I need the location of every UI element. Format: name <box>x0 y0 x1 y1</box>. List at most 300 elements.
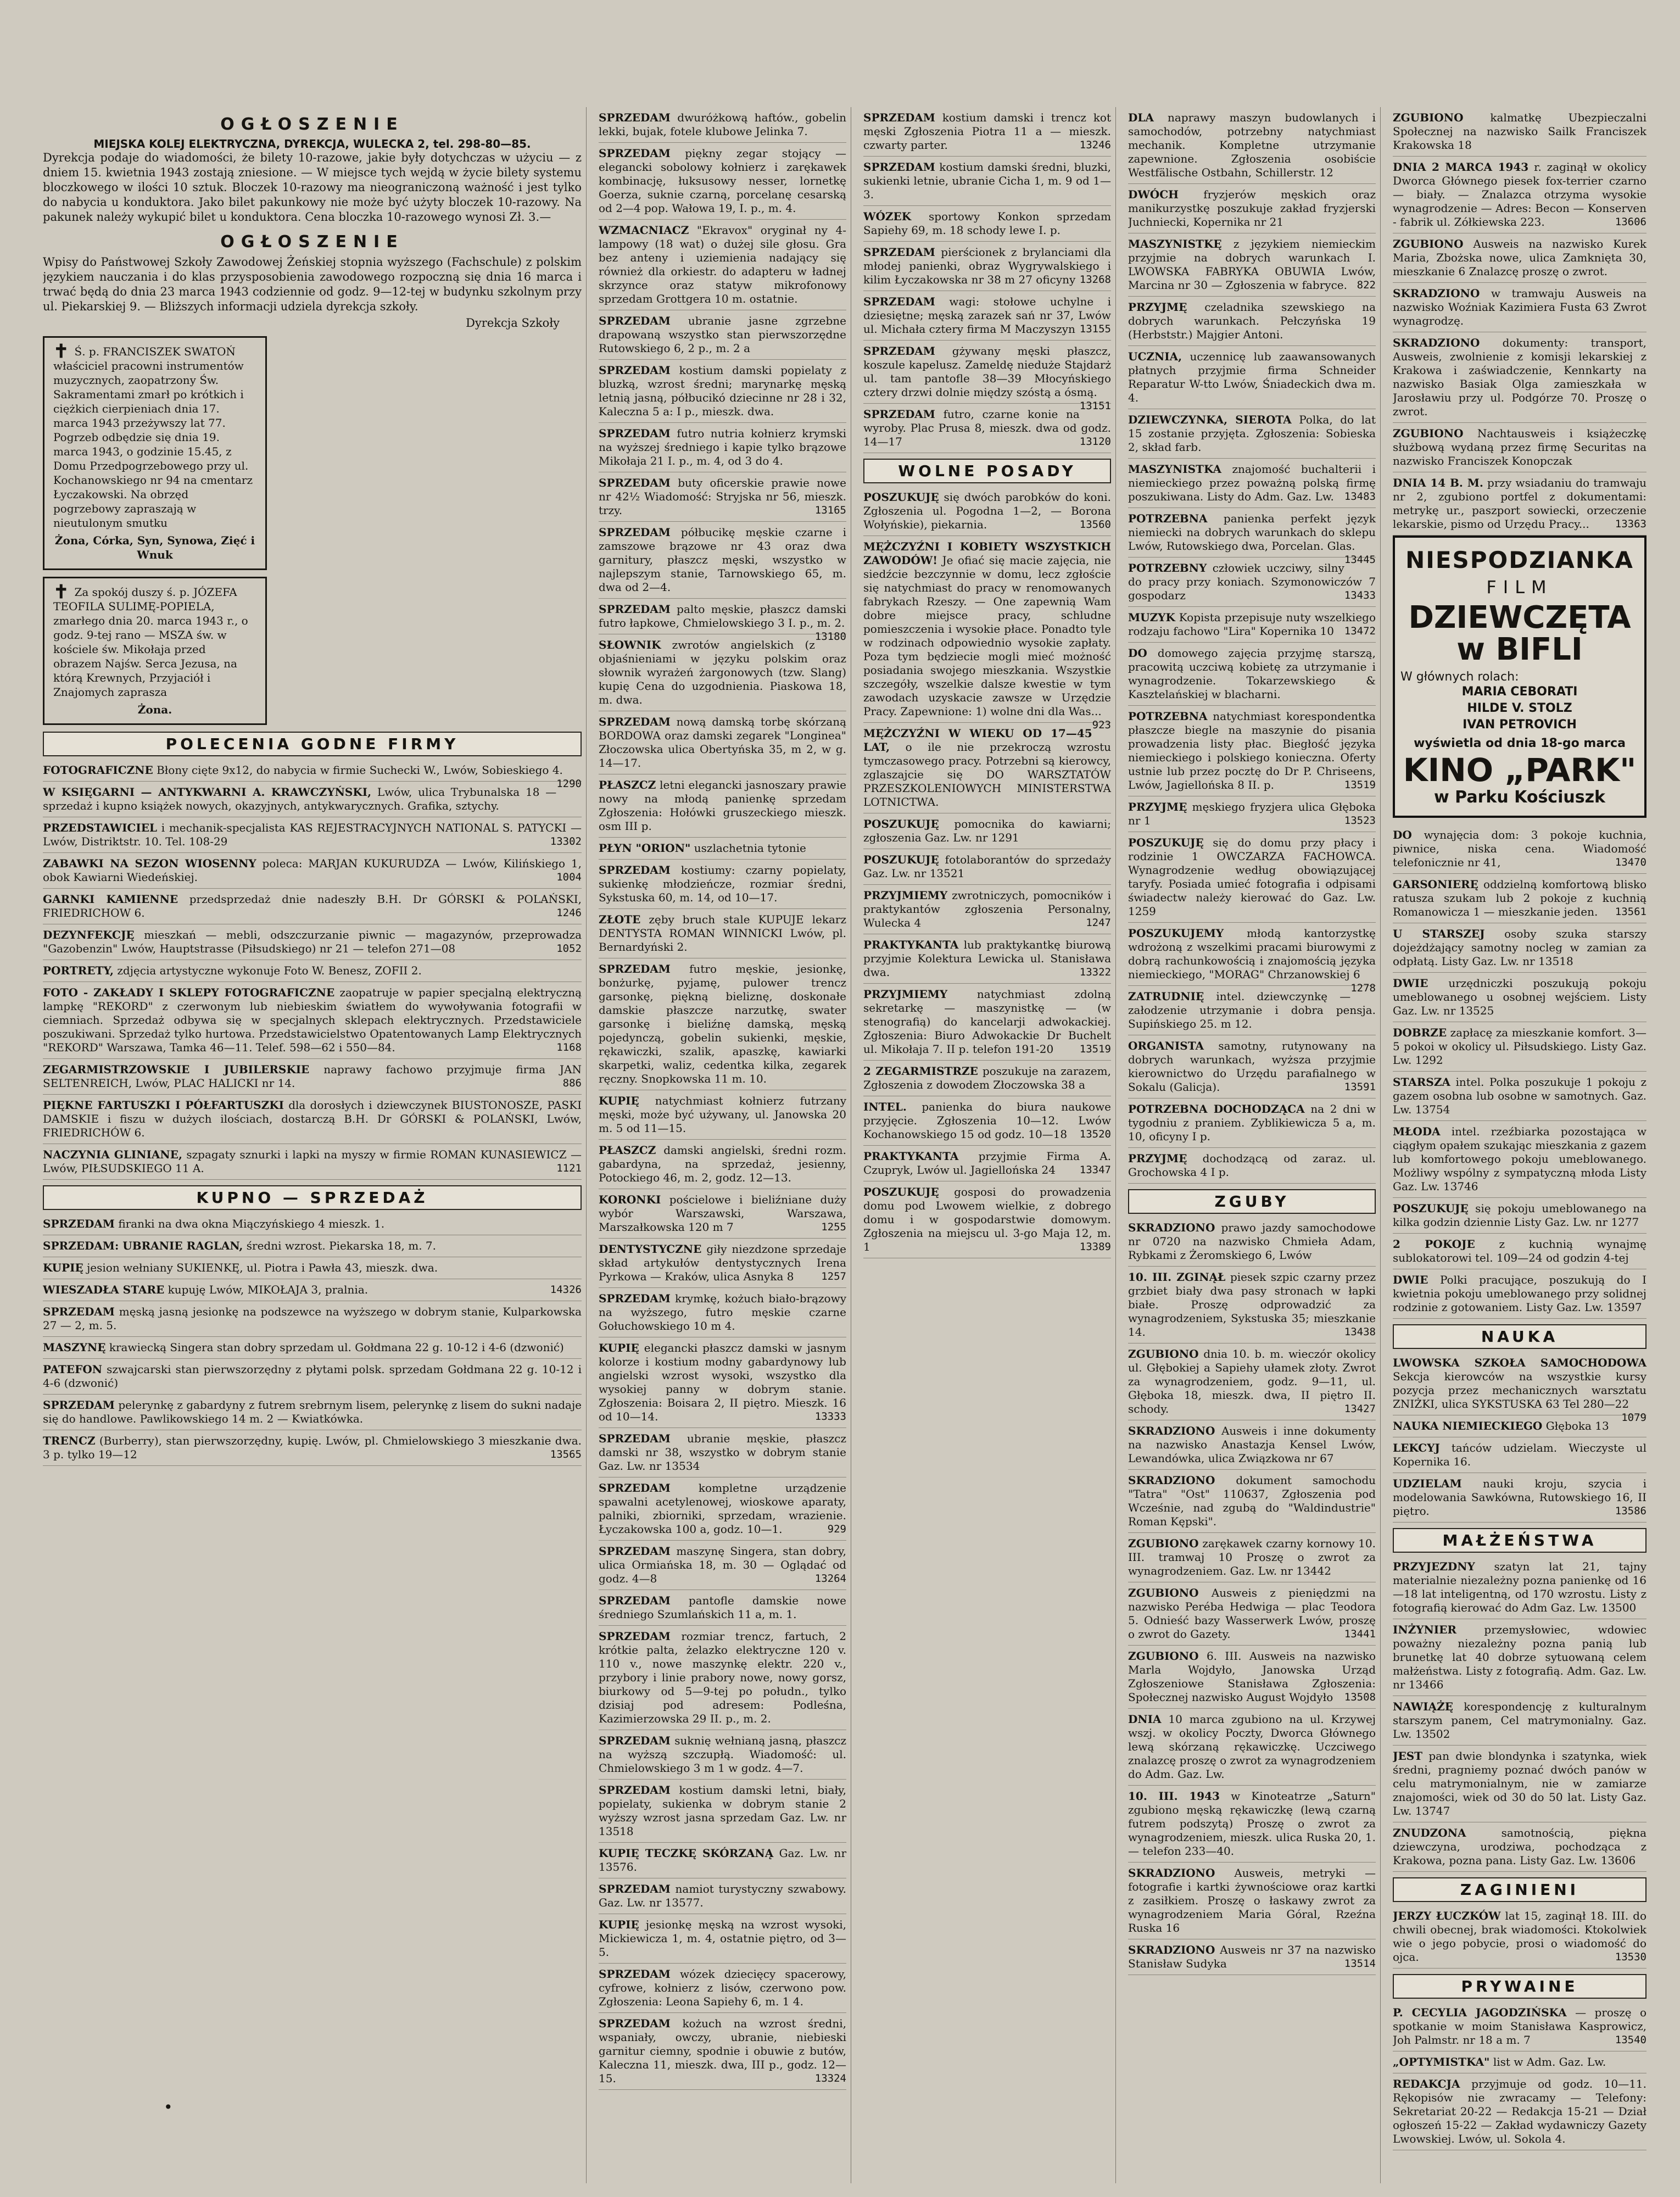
ad-text: w tramwaju Ausweis na nazwisko Woźniak Kazimiera Fusta 63 Zwrot wynagrodzę. <box>1393 287 1646 327</box>
classified-ad <box>43 782 582 817</box>
ad-lead: SKRADZIONO <box>1128 1221 1215 1234</box>
classified-ad <box>1393 1437 1646 1473</box>
ad-lead: DWIE <box>1393 1273 1428 1286</box>
ad-text: Ausweis i inne dokumenty na nazwisko Anastazja Kensel Lwów, Lewandówka, ulica Związkowa nr 67 <box>1128 1424 1376 1465</box>
mass-notice-text: Za spokój duszy ś. p. JÓZEFA TEOFILA SULIMĘ-POPIELA, zmarłego dnia 20. marca 1943 r., o godz. 9-tej rano — MSZA św. w kościele św. Mikołaja przed obrazem Najśw. Serca Jezusa, na którą Krewnych, Przyjaciół i Znajomych zaprasza <box>53 586 248 699</box>
classified-ad <box>599 909 846 958</box>
ad-lead: LWOWSKA SZKOŁA SAMOCHODOWA <box>1393 1356 1646 1369</box>
classified-ad <box>1128 706 1376 796</box>
ad-code: 13540 <box>1615 2034 1646 2046</box>
ad-code: 13246 <box>1079 139 1111 151</box>
ad-code: 13302 <box>550 835 582 847</box>
ad-lead: SPRZEDAM <box>599 147 671 160</box>
ad-lead: POSZUKUJEMY <box>1128 927 1224 940</box>
ad-text: naprawy fachowo przyjmuje firma JAN SELTENREICH, Lwów, PLAC HALICKI nr 14. <box>43 1063 582 1090</box>
ad-text: wózek dziecięcy spacerowy, cyfrowe, kołnierz z lisów, czerwono pow. Zgłoszenia: Leona Sapiehy 6, m. 1 4. <box>599 1967 846 2008</box>
ad-text: pantofle damskie nowe średniego Szumlańskich 11 a, m. 1. <box>599 1594 846 1621</box>
ad-lead: MUZYK <box>1128 611 1175 624</box>
classified-ad <box>1128 1786 1376 1863</box>
classified-ad <box>599 472 846 522</box>
ad-code: 13268 <box>1079 274 1111 286</box>
ad-list <box>1128 107 1376 1975</box>
ad-text: mieszkań — mebli, odszczurzanie piwnic — magazynów, przeprowadza "Gazobenzin" Lwów, Hauptstrasse (Piłsudskiego) nr 21 — telefon 271—08 <box>43 928 582 955</box>
ad-lead: DENTYSTYCZNE <box>599 1242 702 1256</box>
classified-ad <box>863 984 1111 1061</box>
classified-ad <box>599 1590 846 1626</box>
classified-ad <box>599 1843 846 1878</box>
ad-text: ubranie męskie, płaszcz damski nr 38, wszystko w dobrym stanie Gaz. Lw. nr 13534 <box>599 1432 846 1473</box>
ad-text: r. zaginął w okolicy Dworca Głównego piesek fox-terrier czarno — biały. — Znalazca otrzyma wysokie wynagrodzenie — Adres: Becon — Konserven - fabrik ul. Zółkiewska 223. <box>1393 160 1647 228</box>
ad-lead: SKRADZIONO <box>1128 1943 1215 1956</box>
ad-lead: SPRZEDAM <box>599 1882 671 1895</box>
classified-ad <box>1128 1148 1376 1184</box>
classified-ad <box>1128 643 1376 706</box>
classified-ad <box>43 1301 582 1337</box>
ad-lead: ZGUBIONO <box>1128 1586 1199 1599</box>
ad-lead: WÓZEK <box>863 210 912 223</box>
ad-text: znajomość buchalterii i niemieckiego przez poważną polską firmę poszukiwana. Listy do Adm. Gaz. Lw. <box>1128 462 1376 503</box>
ad-text: (Burberry), stan pierwszorzędny, kupię. Lwów, pl. Chmielowskiego 3 mieszkanie dwa. 3 p. tylko 19—12 <box>43 1434 582 1461</box>
section-header: KUPNO — SPRZEDAŻ <box>43 1185 582 1210</box>
ad-code: 13441 <box>1344 1628 1376 1640</box>
ad-lead: POSZUKUJĘ <box>863 490 939 504</box>
classified-ad <box>863 291 1111 341</box>
ad-lead: SPRZEDAM <box>599 1967 671 1981</box>
classified-ad <box>1393 824 1646 874</box>
ad-lead: UDZIELAM <box>1393 1477 1462 1490</box>
ad-lead: DLA <box>1128 111 1154 124</box>
ad-lead: SPRZEDAM <box>599 364 671 377</box>
ad-lead: PRZYJMĘ <box>1128 1152 1187 1165</box>
ad-text: tańców udzielam. Wieczyste ul Kopernika 16. <box>1393 1441 1646 1468</box>
ad-text: fryzjerów męskich oraz manikurzystkę poszukuje zakład fryzjerski Juchniecki, Kopernika nr 21 <box>1128 188 1376 228</box>
ad-text: giły niezdzone sprzedaje skład artykułów dentystycznych Irena Pyrkowa — Kraków, ulica Asnyka 8 <box>599 1242 846 1283</box>
ad-text: dokumenty: transport, Ausweis, zwolnienie z komisji lekarskiej z Krakowa i zaświadczenie, Kennkarty na nazwisko Basiak Olga zamieszkała w Jarosławiu przy ul. Podgórze 70. Proszę o zwrot. <box>1393 336 1647 418</box>
ad-lead: PŁASZCZ <box>599 778 656 791</box>
column-2 <box>599 107 851 2183</box>
ad-lead: ZEGARMISTRZOWSKIE I JUBILERSKIE <box>43 1063 310 1076</box>
ad-text: zęby bruch stale KUPUJE lekarz DENTYSTA ROMAN WINNICKI Lwów, pl. Bernardyński 2. <box>599 913 847 953</box>
ad-lead: SPRZEDAM <box>43 1217 115 1230</box>
classified-ad <box>863 934 1111 984</box>
ad-lead: SPRZEDAM <box>599 1594 671 1607</box>
ad-text: "Ekravox" oryginał ny 4-lampowy (18 wat) o dużej sile głosu. Gra bez anteny i uziemienia nadający się również dla orkiestr. do adapteru w ładnej skrzynce oraz statyw mikrofonowy sprzedam Grottgera 10 m. ostatnie. <box>599 224 847 305</box>
ad-lead: DO <box>1393 828 1412 841</box>
ad-lead: SPRZEDAM <box>599 314 671 327</box>
ad-lead: ORGANISTA <box>1128 1039 1204 1052</box>
ad-text: męskiego fryzjera ulica Głęboka nr 1 <box>1128 800 1376 827</box>
ad-text: sportowy Konkon sprzedam Sapiehy 69, m. 18 schody lewe I. p. <box>863 210 1111 237</box>
ad-text: człowiek uczciwy, silny do pracy przy koniach. Szymonowiczów 7 gospodarz <box>1128 561 1376 602</box>
ad-text: suknię wełnianą jasną, płaszcz na wyższą szczupłą. Wiadomość: ul. Chmielowskiego 3 m 1 w godz. 4—7. <box>599 1734 846 1775</box>
ad-code: 1121 <box>556 1162 582 1174</box>
ad-text: uszlachetnia tytonie <box>694 841 806 855</box>
ad-code: 13561 <box>1615 906 1646 918</box>
ad-code: 13519 <box>1344 779 1376 791</box>
ad-lead: SKRADZIONO <box>1128 1424 1215 1437</box>
ad-text: czeladnika szewskiego na dobrych warunkach. Pełczyńska 19 (Herbststr.) Majgier Antoni. <box>1128 300 1376 341</box>
ad-lead: DNIA 2 MARCA 1943 <box>1393 160 1529 174</box>
classified-ad <box>43 1279 582 1301</box>
ad-lead: KUPIĘ <box>599 1341 639 1354</box>
ad-text: się do domu przy płacy i rodzinie 1 OWCZARZA FACHOWCA. Wynagrodzenie według obowiązującej taryfy. Posiada umieć fotografia i odpisami świadectw należy kierować do Gaz. Lw. 1259 <box>1128 836 1376 918</box>
ad-lead: ZATRUDNIĘ <box>1128 990 1204 1003</box>
classified-ad <box>1393 1269 1646 1319</box>
ad-code: 1257 <box>821 1270 846 1282</box>
ad-code: 13389 <box>1079 1241 1111 1253</box>
classified-ad <box>863 813 1111 849</box>
ad-text: nową damską torbę skórzaną BORDOWA oraz damski zegarek "Longinea" Złoczowska ulica Obertyńska 35, m 2, w g. 14—17. <box>599 715 846 769</box>
ad-lead: POSZUKUJĘ <box>863 817 939 830</box>
ad-lead: PRZYJMĘ <box>1128 800 1187 813</box>
classified-ad <box>1393 1556 1646 1619</box>
ad-code: 13519 <box>1079 1043 1111 1055</box>
ad-text: natychmiast zdolną sekretarkę — maszynistkę — (w stenografią) do kancelarji adwokackiej. Zgłoszenia: Biuro Adwokackie Dr Buchelt ul. Mikołaja 7. II p. telefon 191-20 <box>863 988 1112 1056</box>
ad-lead: DWIE <box>1393 977 1428 990</box>
promo-headline: NIESPODZIANKA <box>1405 547 1634 573</box>
classified-ad <box>43 924 582 960</box>
classified-ad <box>599 860 846 909</box>
classified-ad <box>599 1964 846 2013</box>
ad-text: pościelowe i bieliźniane duży wybór Warszawski, Warszawa, Marszałkowska 120 m 7 <box>599 1193 846 1234</box>
ad-text: panienka perfekt język niemiecki na dobrych warunkach do sklepu Lwów, Rutowskiego dwa, Porcelan. Glas. <box>1128 512 1376 553</box>
classified-ad <box>43 1144 582 1180</box>
ad-text: prawo jazdy samochodowe nr 0720 na nazwisko Chmieła Adam, Rybkami z Żeromskiego 6, Lwów <box>1128 1221 1376 1262</box>
classified-ad <box>1393 2051 1646 2073</box>
ad-text: fotolaborantów do sprzedaży Gaz. Lw. nr 13521 <box>863 853 1111 880</box>
ad-text: Ausweis na nazwisko Kurek Maria, Zbożska nowe, ulica Zamknięta 30, mieszkanie 6 Znalazcę proszę o zwrot. <box>1393 237 1646 278</box>
ad-text: Sekcja kierowców na wszystkie kursy pozycja przez mechanicznych warsztatu ZNIŻKI, ulica SYKSTUSKA 63 Tel 280—22 <box>1393 1370 1646 1410</box>
promo-cinema-name: KINO „PARK" <box>1403 751 1637 789</box>
ad-text: jesion wełniany SUKIENKĘ, ul. Piotra i Pawła 43, mieszk. dwa. <box>87 1261 438 1274</box>
classified-ad <box>1393 1696 1646 1746</box>
ad-text: krawiecką Singera stan dobry sprzedam ul. Gołdmana 22 g. 10-12 i 4-6 (dzwonić) <box>109 1341 564 1354</box>
ad-lead: PIĘKNE FARTUSZKI I PÓŁFARTUSZKI <box>43 1098 284 1112</box>
ad-text: firanki na dwa okna Miączyńskiego 4 mieszk. 1. <box>118 1217 385 1230</box>
ad-lead: „OPTYMISTKA" <box>1393 2055 1490 2068</box>
classified-ad <box>1393 1822 1646 1872</box>
ad-lead: KUPIĘ <box>599 1918 639 1931</box>
notice-school <box>43 232 582 330</box>
ad-text: pierścionek z brylanciami dla młodej panienki, obraz Wygrywalskiego i kilim Łyczakowska nr 38 m 27 oficyny <box>863 246 1111 286</box>
classified-ad <box>1128 459 1376 508</box>
obituary-box <box>43 336 267 570</box>
ad-text: zapłacę za mieszkanie komfort. 3—5 pokoi w okolicy ul. Piłsudskiego. Listy Gaz. Lw. 1292 <box>1393 1026 1646 1067</box>
classified-ad <box>1128 832 1376 923</box>
ad-lead: GARNKI KAMIENNE <box>43 893 178 906</box>
ad-text: poleca: MARJAN KUKURUDZA — Lwów, Kilińskiego 1, obok Kawiarni Wiedeńskiej. <box>43 857 582 884</box>
classified-ad <box>1393 1415 1646 1437</box>
classified-ad <box>1128 986 1376 1035</box>
classified-ad <box>599 634 846 711</box>
ad-text: piesek szpic czarny przez grzbiet biały dwa pasy stronach w łapki białe. Proszę odprowadzić za wynagrodzeniem, Sykstuska 35; mieszkanie 14. <box>1128 1270 1376 1339</box>
ad-text: zwrotów angielskich (z objaśnieniami w języku polskim oraz słownik wyrażeń żargonowych (tzw. Slang) kupię Cena do uzgodnienia. Piaskowa 18, m. dwa. <box>599 638 846 706</box>
classified-ad <box>1393 1198 1646 1234</box>
column-4 <box>1128 107 1381 2183</box>
classified-ad <box>1393 874 1646 923</box>
ad-text: męską jasną jesionkę na podszewce na wyższego w dobrym stanie, Kulparkowska 27 — 2, m. 5. <box>43 1305 582 1332</box>
ad-text: piękny zegar stojący — elegancki sobolowy kołnierz i zarękawek kombinację, łuksusowy nesser, lornetkę Goerza, suknie czarną, porcelanę cesarską od 2—4 pop. Wałowa 19, I. p., m. 4. <box>599 147 846 215</box>
ad-code: 13322 <box>1079 966 1111 978</box>
classified-ad <box>1128 233 1376 297</box>
ad-text: się pokoju umeblowanego na kilka godzin dziennie Listy Gaz. Lw. nr 1277 <box>1393 1202 1647 1229</box>
ad-lead: MASZYNĘ <box>43 1341 106 1354</box>
ad-text: Ausweis z pieniędzmi na nazwisko Peréba Hedwiga — plac Teodora 5. Odnieść bazy Wasserwerk Lwów, proszę o zwrot do Gazety. <box>1128 1586 1376 1641</box>
ad-text: maszynę Singera, stan dobry, ulica Ormiańska 18, m. 30 — Oglądać od godz. 4—8 <box>599 1544 846 1585</box>
ad-lead: SPRZEDAM <box>599 1544 671 1558</box>
classified-ad <box>599 1337 846 1428</box>
ad-lead: NACZYNIA GLINIANE, <box>43 1148 182 1161</box>
ad-lead: DNIA 14 B. M. <box>1393 476 1483 489</box>
ad-code: 13530 <box>1615 1951 1646 1963</box>
ad-text: z kuchnią wynajmę sublokatorowi tel. 109—24 od godzin 4-tej <box>1393 1237 1646 1264</box>
classified-ad <box>599 1541 846 1590</box>
ad-text: przedsprzedaż dnie nadeszły B.H. Dr GÓRSKI & POLAŃSKI, FRIEDRICHOW 6. <box>43 893 582 919</box>
ad-lead: SPRZEDAM <box>599 962 671 975</box>
ad-lead: MASZYNISTKĘ <box>1128 237 1222 250</box>
ad-lead: SPRZEDAM <box>599 1734 671 1747</box>
ad-lead: 10. III. 1943 <box>1128 1789 1220 1803</box>
promo-date: wyświetla od dnia 18-go marca <box>1414 737 1626 750</box>
ad-lead: SPRZEDAM <box>599 603 671 616</box>
classified-ad <box>863 107 1111 157</box>
ad-list <box>1393 824 1646 2150</box>
classified-ad <box>43 1213 582 1235</box>
ad-lead: PRAKTYKANTA <box>863 938 959 951</box>
ad-lead: 10. III. ZGINĄŁ <box>1128 1270 1226 1284</box>
ad-text: pan dwie blondynka i szatynka, wiek średni, pragniemy poznać dwóch panów w celu matrymonialnym, nie w zamiarze znajomości, wiek od 30 do 50 lat. Listy Gaz. Lw. 13747 <box>1393 1749 1647 1817</box>
ad-lead: SPRZEDAM <box>599 863 671 877</box>
ad-text: intel. rzeźbiarka pozostająca w ciągłym opałem szukając mieszkania z gazem lub komfortowego pokoju umeblowanego. Możliwy wspólny z sympatyczną młoda Listy Gaz. Lw. 13746 <box>1393 1125 1646 1193</box>
ad-text: panienka do biura naukowe przyjęcie. Zgłoszenia 10—12. Lwów Kochanowskiego 15 od godz. 10—18 <box>863 1100 1112 1141</box>
ad-code: 13508 <box>1344 1691 1376 1703</box>
promo-film-title: DZIEWCZĘTA w BIFLI <box>1408 600 1631 667</box>
ad-lead: ZŁOTE <box>599 913 641 926</box>
ad-text: intel. dziewczynkę — załodzenie utrzymanie i dobra pensja. Supińskiego 25. m 12. <box>1128 990 1376 1030</box>
ad-lead: SPRZEDAM <box>863 246 935 259</box>
ad-lead: FOTOGRAFICZNE <box>43 763 153 777</box>
ad-text: rozmiar trencz, fartuch, 2 krótkie palta, żelazko elektryczne 120 v. 110 v., nowe maszynkę elektr. 220 v., przybory i linie prabory nowe, nowy gorsz, biurkowy od 5—9-tej po połudn., tylko dzisiaj pod adresem: Podleśna, Kazimierzowska 29 II. p., m. 2. <box>599 1630 846 1725</box>
classified-ad <box>43 1337 582 1359</box>
ad-lead: WZMACNIACZ <box>599 224 689 237</box>
classified-ad <box>599 310 846 360</box>
ad-lead: KUPIĘ TECZKĘ SKÓRZANĄ <box>599 1847 774 1860</box>
ad-code: 822 <box>1357 279 1376 291</box>
column-5 <box>1393 107 1651 2183</box>
ad-text: futro, czarne konie na wyroby. Plac Prusa 8, mieszk. dwa od godz. 14—17 <box>863 408 1111 448</box>
classified-ad <box>1393 923 1646 973</box>
ad-lead: PRZYJMIEMY <box>863 889 948 902</box>
ad-text: i mechanik-specjalista KAS REJESTRACYJNYCH NATIONAL S. PATYCKI — Lwów, Distriktstr. 10. Tel. 108-29 <box>43 821 582 848</box>
section-header: ZGUBY <box>1128 1189 1376 1214</box>
classified-ad <box>599 423 846 472</box>
ad-lead: SŁOWNIK <box>599 638 661 651</box>
classified-ad <box>599 1239 846 1288</box>
ad-lead: KUPIĘ <box>599 1094 639 1107</box>
classified-ad <box>599 599 846 643</box>
classified-ad <box>599 1140 846 1189</box>
cross-icon: ✝ <box>53 581 69 603</box>
classified-ad <box>43 1059 582 1095</box>
classified-ad <box>1128 297 1376 346</box>
ad-lead: ZGUBIONO <box>1393 237 1464 250</box>
ad-text: kostium damski letni, biały, popielaty, sukienka w dobrym stanie 2 wyższy wzrost jasna sprzedam Gaz. Lw. nr 13518 <box>599 1783 846 1838</box>
cinema-advertisement <box>1393 536 1646 818</box>
ad-lead: SKRADZIONO <box>1128 1866 1215 1880</box>
ad-text: list w Adm. Gaz. Lw. <box>1493 2055 1606 2068</box>
ad-text: ubranie jasne zgrzebne drapowaną wszystko stan pierwszorzędne Rutowskiego 6, 2 p., m. 2 a <box>599 314 846 355</box>
ad-code: 13591 <box>1344 1081 1376 1093</box>
ad-text: o ile nie przekroczą wzrostu tymczasowego pracy. Potrzebni są kierowcy, zglaszajcie się DO WARSZTATÓW PRZESZKOLENIOWYCH MINISTERSTWA LOTNICTWA. <box>863 740 1112 808</box>
promo-cast-3: IVAN PETROVICH <box>1463 718 1577 732</box>
classified-ad <box>1393 472 1646 536</box>
classified-ad <box>599 1288 846 1337</box>
classified-ad <box>863 1146 1111 1181</box>
ad-code: 13363 <box>1615 518 1646 530</box>
ad-lead: SPRZEDAM <box>599 1630 671 1643</box>
classified-ad <box>599 1626 846 1730</box>
classified-ad <box>1128 346 1376 409</box>
ad-code: 13438 <box>1344 1326 1376 1338</box>
ad-code: 13560 <box>1079 518 1111 531</box>
ad-text: średni wzrost. Piekarska 18, m. 7. <box>246 1239 437 1252</box>
ad-text: kompletne urządzenie spawalni acetylenowej, wioskowe aparaty, palniki, zbiorniki, sprzedam, wrazienie. Łyczakowska 100 a, godz. 10—1. <box>599 1481 846 1536</box>
ad-lead: UCZNIA, <box>1128 350 1182 363</box>
promo-cast-1: MARIA CEBORATI <box>1461 685 1578 699</box>
classified-ad <box>1128 1267 1376 1343</box>
notice-body: Dyrekcja podaje do wiadomości, że bilety 10-razowe, jakie były dotychczas w użyciu — z dniem 15. kwietnia 1943 zostają zniesione. — W miejsce tych wejdą w życie bilety systemu bloczkowego w ilości 10 sztuk. Bloczek 10-razowy ma nieograniczoną ważność i jest tylko do nabycia u konduktora. Jako bilet pakunkowy nie może być użyty bloczek 10-razowy. Na pakunek należy wykupić bilet u konduktora. Cena bloczka 10-razowego wynosi Zł. 3.— <box>43 151 582 224</box>
promo-location: w Parku Kościuszk <box>1433 788 1605 807</box>
ad-lead: SPRZEDAM <box>599 1783 671 1797</box>
classified-ad <box>1128 107 1376 184</box>
ad-lead: SPRZEDAM <box>599 427 671 440</box>
ad-lead: SKRADZIONO <box>1393 287 1480 300</box>
ad-text: Gaz. Lw. nr 13576. <box>599 1847 846 1873</box>
ad-lead: SPRZEDAM <box>599 111 671 124</box>
ad-text: jesionkę męską na wzrost wysoki, Mickiewicza 1, m. 4, ostatnie piętro, od 3—5. <box>599 1918 846 1959</box>
classified-ad <box>43 760 582 790</box>
classified-ad <box>1128 607 1376 643</box>
ad-text: przyjmuje od godz. 10—11. Rękopisów nie zwracamy — Telefony: Sekretariat 20-22 — Redakcja 15-21 — Dział ogłoszeń 15-22 — Zakład wydawniczy Gazety Lwowskiej. Lwów, ul. Sokola 4. <box>1393 2077 1647 2145</box>
classified-ad <box>1128 923 1376 994</box>
ad-lead: 2 ZEGARMISTRZE <box>863 1064 978 1078</box>
classified-ad <box>599 1428 846 1477</box>
ad-text: kupuję Lwów, MIKOŁAJA 3, pralnia. <box>168 1283 369 1296</box>
ad-code: 13565 <box>550 1448 582 1460</box>
ad-text: futro nutria kołnierz krymski na wyższej średniego i kapie tylko brązowe Mikołaja 21 I. p., m. 4, od 3 do 4. <box>599 427 846 467</box>
classified-ad <box>1393 2002 1646 2051</box>
ad-text: poszukuje na zarazem, Zgłoszenia z dowodem Złoczowska 38 a <box>863 1064 1111 1091</box>
ad-text: zaopatruje w papier specjalną elektryczną lampkę "REKORD" z czerwonym lub niebieskim światłem do wywoływania fotografii w ciemniach. Sprzedaż odbywa się w specjalnych sklepach elektrycznych. Przedstawiciele poszukiwani. Sprzedaż tylko hurtowa. Przedstawicielstwo Opatentowanych Lamp Elektrycznych "REKORD" Warszawa, Tamka 46—11. Telef. 598—62 i 550—84. <box>43 986 582 1054</box>
ad-text: oddzielną komfortową blisko ratusza szukam lub 2 pokoje z kuchnią Romanowicza 1 — mieszkanie jeden. <box>1393 878 1646 918</box>
mass-notice-box <box>43 577 267 725</box>
classified-ad <box>1393 1352 1646 1424</box>
ad-code: 13324 <box>814 2072 846 2084</box>
section-header: WOLNE POSADY <box>863 459 1111 483</box>
classified-ad <box>1393 332 1646 423</box>
ad-code: 13472 <box>1344 625 1376 637</box>
ad-text: elegancki płaszcz damski w jasnym kolorze i kostium modny gabardynowy lub angielski wzrost wysoki, wszystko dla wysokiej panny w dobrym stanie. Zgłoszenia: Boisara 2, II piętro. Mieszk. 16 od 10—14. <box>599 1341 846 1423</box>
classified-ad <box>1393 1072 1646 1121</box>
ad-text: wagi: stołowe uchylne i dziesiętne; męską zarazek sań nr 37, Lwów ul. Michała cztery firma M Maczyszyn <box>863 295 1111 336</box>
classified-ad <box>863 536 1111 731</box>
ad-lead: STARSZA <box>1393 1075 1450 1089</box>
ad-lead: SPRZEDAM <box>863 111 935 124</box>
classified-ad <box>863 206 1111 242</box>
ad-text: Nachtausweis i książeczkę służbową wydaną przez firmę Securitas na nazwisko Franciszek Konopczak <box>1393 427 1647 467</box>
ad-lead: INTEL. <box>863 1100 907 1113</box>
ad-lead: DNIA <box>1128 1713 1162 1726</box>
ad-lead: SPRZEDAM <box>599 1481 671 1495</box>
ad-text: 6. III. Ausweis na nazwisko Marla Wojdyło, Janowska Urząd Zgłoszeniowe Stanisława Zgłoszenia: Społecznej nazwisko August Wojdyło <box>1128 1649 1376 1704</box>
ad-text: namiot turystyczny szwabowy. Gaz. Lw. nr 13577. <box>599 1882 847 1909</box>
ad-lead: KUPIĘ <box>43 1261 83 1274</box>
promo-cast-label: W głównych rolach: <box>1400 670 1519 684</box>
ad-text: krymkę, kożuch biało-brązowy na wyższego, futro męskie czarne Gołuchowskiego 10 m 4. <box>599 1292 847 1332</box>
mass-notice-family: Żona. <box>137 703 172 716</box>
ad-lead: ZGUBIONO <box>1128 1649 1199 1663</box>
ad-lead: POTRZEBNY <box>1128 561 1207 575</box>
ad-code: 1052 <box>556 943 582 955</box>
ad-lead: PŁYN "ORION" <box>599 841 691 855</box>
cross-icon: ✝ <box>53 341 69 363</box>
classified-ad <box>599 1878 846 1914</box>
ad-lead: GARSONIERĘ <box>1393 878 1478 891</box>
classified-ad <box>43 1359 582 1395</box>
ad-text: intel. Polka poszukuje 1 pokoju z gazem osobna lub osobne w samotnych. Gaz. Lw. 13754 <box>1393 1075 1647 1116</box>
bullet-mark: • <box>164 2098 173 2116</box>
ad-text: pomocnika do kawiarni; zgłoszenia Gaz. Lw. nr 1291 <box>863 817 1111 844</box>
classified-ad <box>863 404 1111 453</box>
ad-lead: SPRZEDAM <box>599 526 671 539</box>
classified-ad <box>1128 1533 1376 1582</box>
ad-lead: PŁASZCZ <box>599 1144 656 1157</box>
ad-lead: POSZUKUJĘ <box>863 1185 939 1198</box>
ad-text: przyjmie Firma A. Czupryk, Lwów ul. Jagiellońska 24 <box>863 1150 1111 1176</box>
classified-ad <box>1128 1035 1376 1098</box>
ad-code: 923 <box>1092 719 1111 731</box>
classified-ad <box>599 143 846 220</box>
ad-text: Polka, do lat 15 zostanie przyjęta. Zgłoszenia: Sobieska 2, skład farb. <box>1128 413 1376 454</box>
ad-list <box>43 760 582 1180</box>
classified-ad <box>1393 1619 1646 1696</box>
classified-ad <box>863 1061 1111 1096</box>
ad-text: pelerynkę z gabardyny z futrem srebrnym lisem, pelerynkę z lisem do sukni nadaje się do handlowe. Pawlikowskiego 14 m. 2 — Kwiatkówka. <box>43 1398 582 1425</box>
ad-lead: POTRZEBNA DOCHODZĄCA <box>1128 1102 1305 1116</box>
ad-text: damski angielski, średni rozm. gabardyna, na sprzedaż, jesienny, Potockiego 46, m. 2, godz. 12—13. <box>599 1144 846 1184</box>
newspaper-page <box>43 107 1652 2183</box>
ad-text: uczennicę lub zaawansowanych płatnych przyjmie firma Schneider Reparatur W-tto Lwów, Śniadeckich dwa m. 4. <box>1128 350 1376 404</box>
notice-subtitle: MIEJSKA KOLEJ ELEKTRYCZNA, DYREKCJA, WULECKA 2, tel. 298-80—85. <box>93 137 531 150</box>
ad-text: natychmiast kołnierz futrzany męski, może być używany, ul. Janowska 20 m. 5 od 11—15. <box>599 1094 847 1135</box>
ad-code: 1247 <box>1086 917 1111 929</box>
ad-text: Polki pracujące, poszukują do I kwietnia pokoju umeblowanego przy solidnej rodzinie z gotowaniem. Listy Gaz. Lw. 13597 <box>1393 1273 1647 1314</box>
classified-ad <box>863 849 1111 885</box>
classified-ad <box>599 711 846 774</box>
ad-text: kostium damski popielaty z bluzką, wzrost średni; marynarkę męską letnią jasną, półbucikó dziecinne nr 28 i 32, Kaleczna 5 a: I p., mieszk. dwa. <box>599 364 846 418</box>
ad-lead: DEZYNFEKCJĘ <box>43 928 135 941</box>
ad-lead: KORONKI <box>599 1193 661 1206</box>
ad-code: 13120 <box>1079 436 1111 448</box>
classified-ad <box>599 1189 846 1239</box>
ad-text: gosposi do prowadzenia domu pod Lwowem wielkie, z dobrego domu i w gospodarstwie domowym. Zgłoszenia na miejscu ul. 3-go Maja 12, m. 1 <box>863 1185 1112 1253</box>
ad-lead: DWÓCH <box>1128 188 1179 201</box>
ad-text: kożuch na wzrost średni, wspaniały, owczy, ubranie, niebieski garnitur ciemny, spodnie i obuwie z butów, Kaleczna 11, mieszk. dwa, III p., godz. 12—15. <box>599 2017 846 2085</box>
ad-text: lat 15, zaginął 18. III. do chwili obecnej, brak wiadomości. Ktokolwiek wie o jego pobycie, prosi o wiadomość do ojca. <box>1393 1909 1647 1964</box>
classified-ad <box>43 889 582 924</box>
ad-lead: WIESZADŁA STARE <box>43 1283 165 1296</box>
ad-text: Głęboka 13 <box>1545 1419 1609 1432</box>
